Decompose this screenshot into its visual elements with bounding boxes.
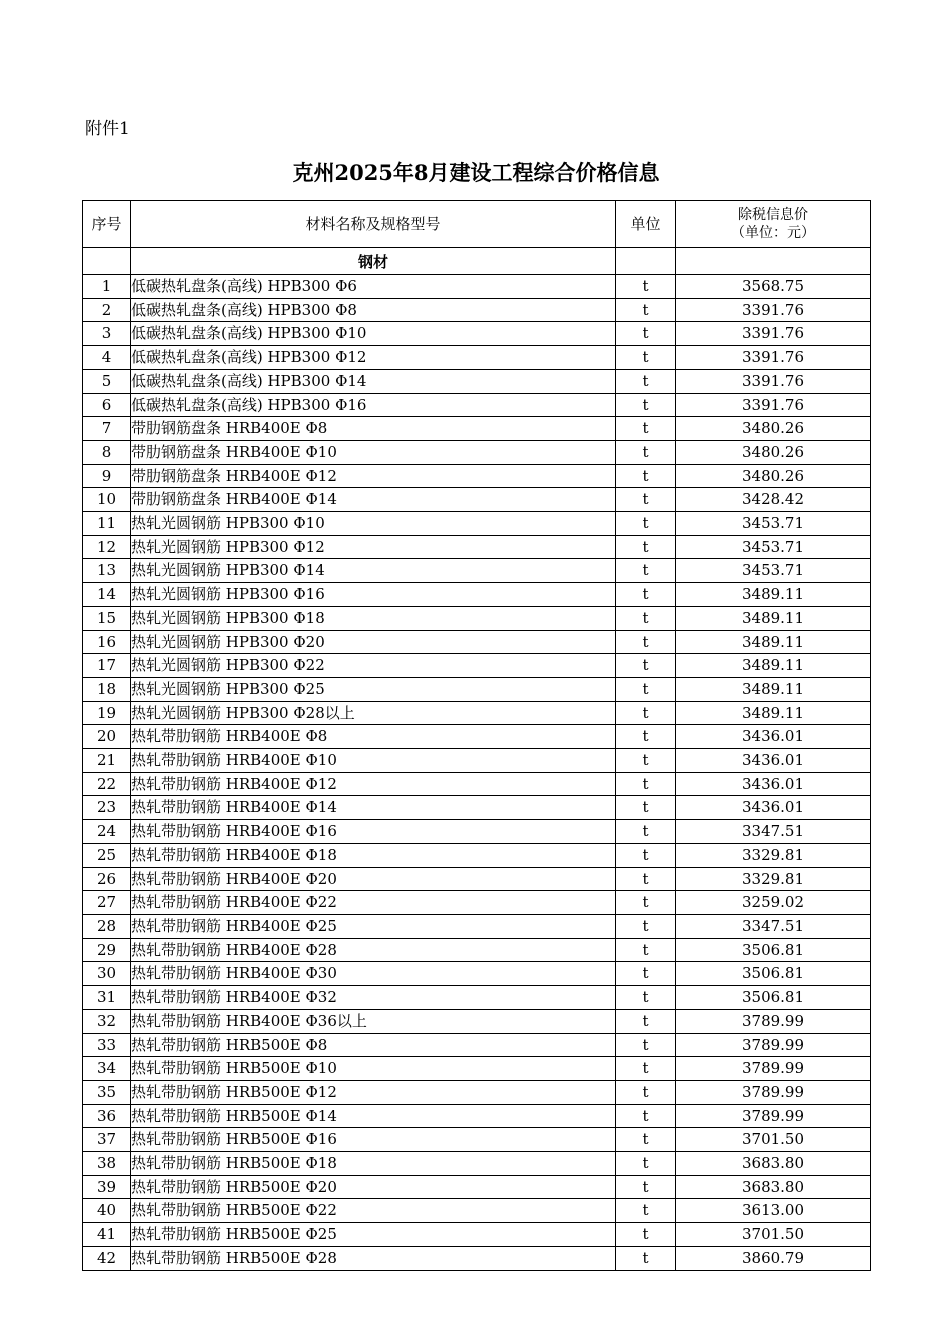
price-information-table xyxy=(82,200,871,1271)
cell-index: 8 xyxy=(83,440,131,464)
cell-price: 3489.11 xyxy=(676,654,871,678)
column-header-material-name: 材料名称及规格型号 xyxy=(131,201,616,248)
section-row-price-cell xyxy=(676,248,871,275)
cell-material-name: 热轧光圆钢筋 HPB300 Φ12 xyxy=(131,535,616,559)
cell-price: 3613.00 xyxy=(676,1199,871,1223)
cell-material-name: 热轧光圆钢筋 HPB300 Φ25 xyxy=(131,677,616,701)
cell-price: 3428.42 xyxy=(676,488,871,512)
table-row xyxy=(83,1080,871,1104)
cell-unit: t xyxy=(616,796,676,820)
cell-index: 9 xyxy=(83,464,131,488)
cell-index: 3 xyxy=(83,322,131,346)
cell-index: 22 xyxy=(83,772,131,796)
cell-index: 39 xyxy=(83,1175,131,1199)
cell-index: 1 xyxy=(83,275,131,299)
table-row xyxy=(83,938,871,962)
cell-unit: t xyxy=(616,417,676,441)
cell-unit: t xyxy=(616,843,676,867)
cell-material-name: 热轧带肋钢筋 HRB400E Φ16 xyxy=(131,820,616,844)
cell-index: 4 xyxy=(83,346,131,370)
cell-index: 11 xyxy=(83,512,131,536)
cell-unit: t xyxy=(616,322,676,346)
cell-material-name: 热轧带肋钢筋 HRB500E Φ12 xyxy=(131,1080,616,1104)
cell-material-name: 热轧光圆钢筋 HPB300 Φ20 xyxy=(131,630,616,654)
cell-material-name: 热轧带肋钢筋 HRB400E Φ32 xyxy=(131,986,616,1010)
cell-price: 3701.50 xyxy=(676,1128,871,1152)
cell-price: 3391.76 xyxy=(676,322,871,346)
cell-material-name: 热轧带肋钢筋 HRB400E Φ12 xyxy=(131,772,616,796)
cell-price: 3506.81 xyxy=(676,962,871,986)
cell-index: 35 xyxy=(83,1080,131,1104)
cell-index: 24 xyxy=(83,820,131,844)
cell-price: 3506.81 xyxy=(676,986,871,1010)
cell-price: 3789.99 xyxy=(676,1080,871,1104)
cell-unit: t xyxy=(616,1057,676,1081)
cell-material-name: 热轧带肋钢筋 HRB400E Φ14 xyxy=(131,796,616,820)
table-row xyxy=(83,393,871,417)
cell-unit: t xyxy=(616,1246,676,1270)
cell-index: 28 xyxy=(83,914,131,938)
table-row xyxy=(83,630,871,654)
table-row xyxy=(83,417,871,441)
cell-material-name: 热轧带肋钢筋 HRB500E Φ22 xyxy=(131,1199,616,1223)
table-row xyxy=(83,772,871,796)
cell-price: 3789.99 xyxy=(676,1104,871,1128)
table-row xyxy=(83,1128,871,1152)
cell-index: 38 xyxy=(83,1152,131,1176)
attachment-label: 附件1 xyxy=(85,119,130,139)
column-header-price-line1: 除税信息价 xyxy=(738,207,808,223)
cell-price: 3391.76 xyxy=(676,369,871,393)
cell-index: 36 xyxy=(83,1104,131,1128)
cell-material-name: 热轧带肋钢筋 HRB500E Φ10 xyxy=(131,1057,616,1081)
cell-index: 27 xyxy=(83,891,131,915)
cell-material-name: 热轧光圆钢筋 HPB300 Φ16 xyxy=(131,583,616,607)
cell-index: 2 xyxy=(83,298,131,322)
cell-price: 3480.26 xyxy=(676,440,871,464)
cell-material-name: 热轧带肋钢筋 HRB400E Φ30 xyxy=(131,962,616,986)
cell-unit: t xyxy=(616,275,676,299)
table-row xyxy=(83,346,871,370)
cell-material-name: 低碳热轧盘条(高线) HPB300 Φ12 xyxy=(131,346,616,370)
cell-unit: t xyxy=(616,938,676,962)
table-row xyxy=(83,962,871,986)
cell-material-name: 带肋钢筋盘条 HRB400E Φ14 xyxy=(131,488,616,512)
cell-unit: t xyxy=(616,1128,676,1152)
cell-price: 3489.11 xyxy=(676,677,871,701)
cell-unit: t xyxy=(616,701,676,725)
table-row xyxy=(83,583,871,607)
cell-unit: t xyxy=(616,559,676,583)
table-row xyxy=(83,749,871,773)
cell-unit: t xyxy=(616,512,676,536)
table-row xyxy=(83,914,871,938)
column-header-index: 序号 xyxy=(83,201,131,248)
cell-material-name: 热轧光圆钢筋 HPB300 Φ14 xyxy=(131,559,616,583)
cell-price: 3489.11 xyxy=(676,583,871,607)
cell-material-name: 低碳热轧盘条(高线) HPB300 Φ14 xyxy=(131,369,616,393)
cell-index: 23 xyxy=(83,796,131,820)
cell-index: 5 xyxy=(83,369,131,393)
cell-unit: t xyxy=(616,725,676,749)
cell-price: 3683.80 xyxy=(676,1175,871,1199)
cell-unit: t xyxy=(616,346,676,370)
cell-price: 3436.01 xyxy=(676,772,871,796)
cell-price: 3453.71 xyxy=(676,559,871,583)
cell-material-name: 热轧带肋钢筋 HRB500E Φ14 xyxy=(131,1104,616,1128)
table-row xyxy=(83,559,871,583)
table-row xyxy=(83,606,871,630)
cell-index: 20 xyxy=(83,725,131,749)
table-row xyxy=(83,369,871,393)
table-row xyxy=(83,891,871,915)
table-row xyxy=(83,1246,871,1270)
cell-material-name: 热轧带肋钢筋 HRB400E Φ28 xyxy=(131,938,616,962)
table-row xyxy=(83,1223,871,1247)
cell-unit: t xyxy=(616,867,676,891)
table-row xyxy=(83,464,871,488)
cell-price: 3391.76 xyxy=(676,393,871,417)
section-row-index-cell xyxy=(83,248,131,275)
cell-price: 3789.99 xyxy=(676,1057,871,1081)
cell-unit: t xyxy=(616,630,676,654)
cell-unit: t xyxy=(616,1223,676,1247)
cell-price: 3489.11 xyxy=(676,630,871,654)
table-row xyxy=(83,1175,871,1199)
table-row xyxy=(83,322,871,346)
table-row xyxy=(83,843,871,867)
cell-index: 37 xyxy=(83,1128,131,1152)
cell-material-name: 热轧光圆钢筋 HPB300 Φ18 xyxy=(131,606,616,630)
cell-index: 31 xyxy=(83,986,131,1010)
cell-unit: t xyxy=(616,820,676,844)
cell-price: 3259.02 xyxy=(676,891,871,915)
cell-index: 18 xyxy=(83,677,131,701)
cell-material-name: 热轧带肋钢筋 HRB500E Φ28 xyxy=(131,1246,616,1270)
cell-price: 3789.99 xyxy=(676,1033,871,1057)
cell-price: 3329.81 xyxy=(676,867,871,891)
cell-material-name: 热轧带肋钢筋 HRB500E Φ8 xyxy=(131,1033,616,1057)
cell-price: 3568.75 xyxy=(676,275,871,299)
cell-price: 3347.51 xyxy=(676,914,871,938)
cell-material-name: 热轧带肋钢筋 HRB500E Φ18 xyxy=(131,1152,616,1176)
cell-index: 19 xyxy=(83,701,131,725)
table-row xyxy=(83,1033,871,1057)
table-row xyxy=(83,275,871,299)
table-row xyxy=(83,677,871,701)
cell-price: 3391.76 xyxy=(676,346,871,370)
cell-unit: t xyxy=(616,914,676,938)
table-row xyxy=(83,654,871,678)
cell-unit: t xyxy=(616,962,676,986)
cell-index: 13 xyxy=(83,559,131,583)
table-row xyxy=(83,867,871,891)
cell-price: 3860.79 xyxy=(676,1246,871,1270)
cell-price: 3480.26 xyxy=(676,417,871,441)
cell-material-name: 热轧光圆钢筋 HPB300 Φ28以上 xyxy=(131,701,616,725)
cell-unit: t xyxy=(616,606,676,630)
cell-material-name: 带肋钢筋盘条 HRB400E Φ12 xyxy=(131,464,616,488)
cell-index: 34 xyxy=(83,1057,131,1081)
cell-unit: t xyxy=(616,749,676,773)
cell-unit: t xyxy=(616,1104,676,1128)
cell-material-name: 热轧带肋钢筋 HRB400E Φ8 xyxy=(131,725,616,749)
cell-unit: t xyxy=(616,1080,676,1104)
table-header-row xyxy=(83,201,871,248)
section-header-row xyxy=(83,248,871,275)
cell-unit: t xyxy=(616,1175,676,1199)
cell-unit: t xyxy=(616,1009,676,1033)
cell-index: 32 xyxy=(83,1009,131,1033)
cell-index: 17 xyxy=(83,654,131,678)
cell-price: 3789.99 xyxy=(676,1009,871,1033)
table-row xyxy=(83,1152,871,1176)
table-row xyxy=(83,488,871,512)
cell-unit: t xyxy=(616,654,676,678)
cell-price: 3506.81 xyxy=(676,938,871,962)
column-header-unit: 单位 xyxy=(616,201,676,248)
cell-index: 30 xyxy=(83,962,131,986)
column-header-price xyxy=(676,201,871,248)
cell-unit: t xyxy=(616,535,676,559)
table-row xyxy=(83,1057,871,1081)
cell-unit: t xyxy=(616,772,676,796)
cell-price: 3436.01 xyxy=(676,725,871,749)
cell-index: 12 xyxy=(83,535,131,559)
cell-unit: t xyxy=(616,393,676,417)
cell-material-name: 低碳热轧盘条(高线) HPB300 Φ6 xyxy=(131,275,616,299)
cell-unit: t xyxy=(616,369,676,393)
cell-material-name: 热轧带肋钢筋 HRB500E Φ20 xyxy=(131,1175,616,1199)
cell-index: 6 xyxy=(83,393,131,417)
cell-unit: t xyxy=(616,1152,676,1176)
cell-unit: t xyxy=(616,583,676,607)
table-row xyxy=(83,796,871,820)
cell-unit: t xyxy=(616,464,676,488)
table-row xyxy=(83,986,871,1010)
cell-material-name: 热轧带肋钢筋 HRB500E Φ16 xyxy=(131,1128,616,1152)
cell-index: 7 xyxy=(83,417,131,441)
cell-index: 26 xyxy=(83,867,131,891)
cell-material-name: 热轧带肋钢筋 HRB400E Φ25 xyxy=(131,914,616,938)
cell-price: 3329.81 xyxy=(676,843,871,867)
table-row xyxy=(83,440,871,464)
cell-price: 3436.01 xyxy=(676,749,871,773)
cell-price: 3489.11 xyxy=(676,701,871,725)
cell-price: 3391.76 xyxy=(676,298,871,322)
table-row xyxy=(83,298,871,322)
cell-price: 3453.71 xyxy=(676,512,871,536)
cell-unit: t xyxy=(616,1033,676,1057)
table-header xyxy=(83,201,871,248)
table-row xyxy=(83,512,871,536)
table-row xyxy=(83,1199,871,1223)
section-row-unit-cell xyxy=(616,248,676,275)
cell-material-name: 热轧带肋钢筋 HRB400E Φ18 xyxy=(131,843,616,867)
page-title: 克州2025年8月建设工程综合价格信息 xyxy=(292,160,660,185)
cell-unit: t xyxy=(616,1199,676,1223)
cell-material-name: 热轧光圆钢筋 HPB300 Φ22 xyxy=(131,654,616,678)
table-row xyxy=(83,701,871,725)
cell-price: 3436.01 xyxy=(676,796,871,820)
table-row xyxy=(83,1009,871,1033)
cell-material-name: 带肋钢筋盘条 HRB400E Φ8 xyxy=(131,417,616,441)
cell-price: 3683.80 xyxy=(676,1152,871,1176)
cell-index: 25 xyxy=(83,843,131,867)
cell-index: 33 xyxy=(83,1033,131,1057)
cell-index: 40 xyxy=(83,1199,131,1223)
cell-material-name: 热轧带肋钢筋 HRB400E Φ36以上 xyxy=(131,1009,616,1033)
cell-material-name: 热轧带肋钢筋 HRB400E Φ20 xyxy=(131,867,616,891)
section-title-cell: 钢材 xyxy=(131,248,616,275)
cell-unit: t xyxy=(616,298,676,322)
table-row xyxy=(83,1104,871,1128)
table-row xyxy=(83,820,871,844)
cell-price: 3489.11 xyxy=(676,606,871,630)
cell-unit: t xyxy=(616,986,676,1010)
cell-price: 3480.26 xyxy=(676,464,871,488)
cell-unit: t xyxy=(616,440,676,464)
cell-index: 14 xyxy=(83,583,131,607)
cell-material-name: 带肋钢筋盘条 HRB400E Φ10 xyxy=(131,440,616,464)
column-header-price-line2: （单位：元） xyxy=(731,225,815,241)
cell-index: 41 xyxy=(83,1223,131,1247)
cell-price: 3453.71 xyxy=(676,535,871,559)
cell-index: 16 xyxy=(83,630,131,654)
cell-unit: t xyxy=(616,488,676,512)
cell-index: 29 xyxy=(83,938,131,962)
table-body xyxy=(83,248,871,1271)
cell-material-name: 低碳热轧盘条(高线) HPB300 Φ10 xyxy=(131,322,616,346)
cell-material-name: 热轧带肋钢筋 HRB400E Φ10 xyxy=(131,749,616,773)
cell-index: 42 xyxy=(83,1246,131,1270)
cell-index: 21 xyxy=(83,749,131,773)
cell-index: 10 xyxy=(83,488,131,512)
cell-unit: t xyxy=(616,677,676,701)
cell-material-name: 低碳热轧盘条(高线) HPB300 Φ8 xyxy=(131,298,616,322)
cell-material-name: 热轧光圆钢筋 HPB300 Φ10 xyxy=(131,512,616,536)
cell-unit: t xyxy=(616,891,676,915)
table-row xyxy=(83,725,871,749)
cell-material-name: 热轧带肋钢筋 HRB500E Φ25 xyxy=(131,1223,616,1247)
cell-index: 15 xyxy=(83,606,131,630)
table-row xyxy=(83,535,871,559)
cell-material-name: 低碳热轧盘条(高线) HPB300 Φ16 xyxy=(131,393,616,417)
cell-price: 3701.50 xyxy=(676,1223,871,1247)
cell-price: 3347.51 xyxy=(676,820,871,844)
cell-material-name: 热轧带肋钢筋 HRB400E Φ22 xyxy=(131,891,616,915)
